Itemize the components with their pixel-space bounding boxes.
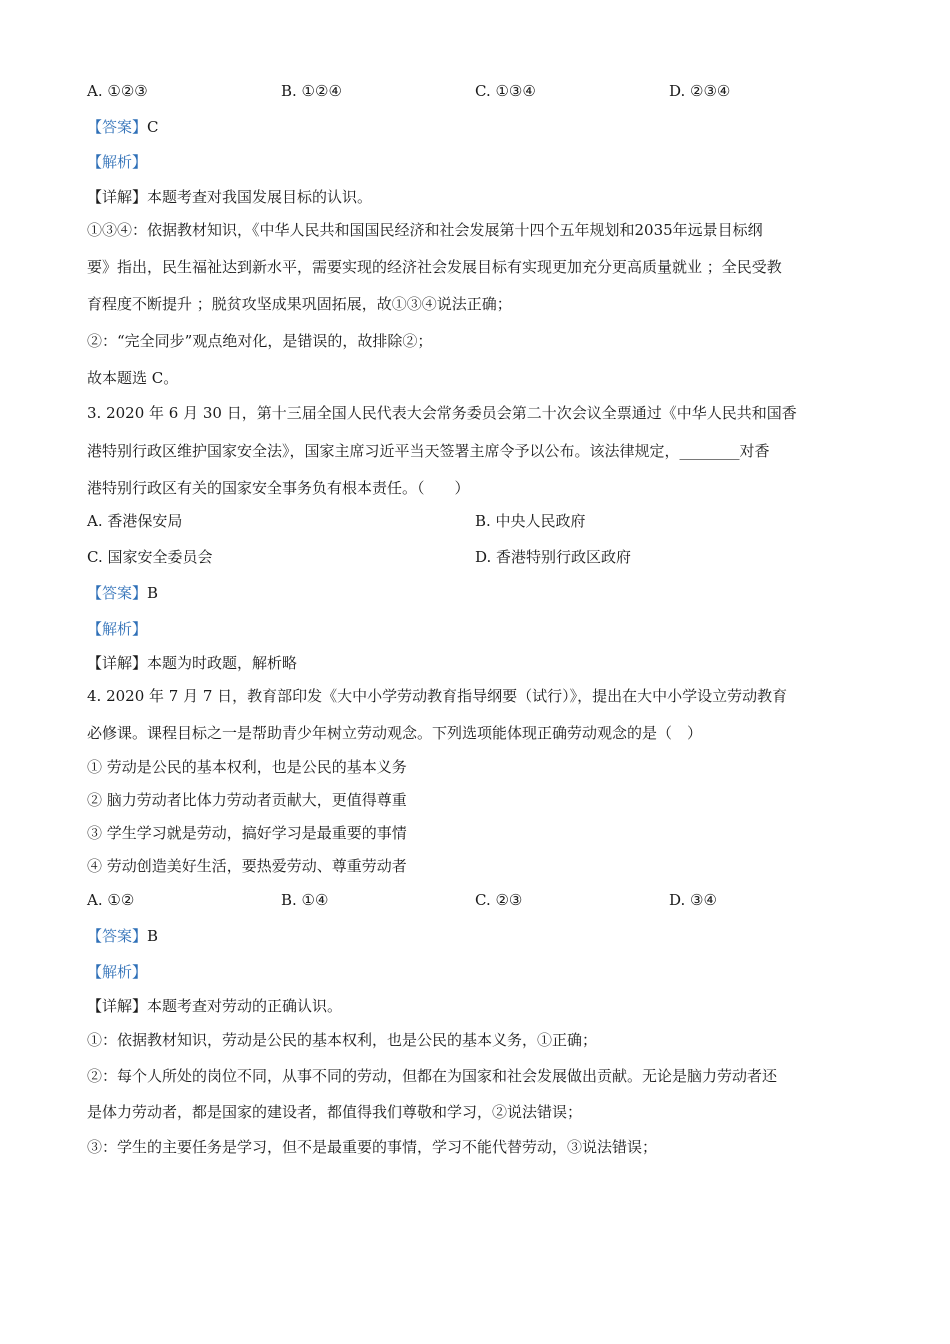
q2-explanation-line-2: 要》指出，民生福祉达到新水平，需要实现的经济社会发展目标有实现更加充分更高质量就业 ；全民受教	[87, 258, 782, 276]
q3-option-b: B. 中央人民政府	[475, 512, 586, 530]
q4-option-d: D. ③④	[669, 891, 717, 909]
q4-explanation-line-1: ①：依据教材知识，劳动是公民的基本权利，也是公民的基本义务，①正确；	[87, 1031, 598, 1049]
answer-tag: 【答案】	[87, 584, 148, 602]
q4-option-c: C. ②③	[475, 891, 523, 909]
q2-answer	[87, 117, 159, 137]
q2-option-c: C. ①③④	[475, 82, 536, 100]
answer-value: C	[147, 118, 159, 136]
q4-statement-1: ① 劳动是公民的基本权利，也是公民的基本义务	[87, 758, 407, 776]
q4-stem-line-1: 4. 2020 年 7 月 7 日，教育部印发《大中小学劳动教育指导纲要（试行）》，提出在大中小学设立劳动教育	[87, 687, 788, 705]
q4-explanation-line-4: ③：学生的主要任务是学习，但不是最重要的事情，学习不能代替劳动，③说法错误；	[87, 1138, 658, 1156]
q2-option-d: D. ②③④	[669, 82, 731, 100]
detail-text: 本题为时政题，解析略	[147, 654, 298, 672]
detail-tag: 【详解】	[87, 654, 148, 672]
q3-option-a: A. 香港保安局	[87, 512, 183, 530]
q4-statement-4: ④ 劳动创造美好生活，要热爱劳动、尊重劳动者	[87, 857, 407, 875]
q2-option-b: B. ①②④	[281, 82, 342, 100]
q4-option-a: A. ①②	[87, 891, 135, 909]
detail-text: 本题考查对劳动的正确认识。	[147, 997, 343, 1015]
q3-stem-line-2: 港特别行政区维护国家安全法》，国家主席习近平当天签署主席令予以公布。该法律规定，________对香	[87, 442, 770, 460]
q3-option-d: D. 香港特别行政区政府	[475, 548, 632, 566]
q4-statement-3: ③ 学生学习就是劳动，搞好学习是最重要的事情	[87, 824, 407, 842]
answer-value: B	[147, 927, 159, 945]
q2-explanation-line-4: ②：“完全同步”观点绝对化，是错误的，故排除②；	[87, 332, 433, 350]
answer-tag: 【答案】	[87, 927, 148, 945]
q4-analysis-tag: 【解析】	[87, 963, 148, 981]
q4-detail	[87, 996, 342, 1016]
q2-option-a: A. ①②③	[87, 82, 148, 100]
q3-stem-line-3: 港特别行政区有关的国家安全事务负有根本责任。（ ）	[87, 479, 470, 497]
q2-explanation-line-1: ①③④：依据教材知识，《中华人民共和国国民经济和社会发展第十四个五年规划和2035年远景目标纲	[87, 221, 763, 239]
q3-answer	[87, 583, 158, 603]
q4-answer	[87, 926, 158, 946]
q3-detail	[87, 653, 297, 673]
q2-analysis-tag: 【解析】	[87, 153, 148, 171]
q4-explanation-line-2: ②：每个人所处的岗位不同，从事不同的劳动，但都在为国家和社会发展做出贡献。无论是脑力劳动者还	[87, 1067, 778, 1085]
q3-option-c: C. 国家安全委员会	[87, 548, 213, 566]
q2-explanation-line-3: 育程度不断提升 ；脱贫攻坚成果巩固拓展，故①③④说法正确；	[87, 295, 512, 313]
q2-conclusion: 故本题选 C。	[87, 369, 179, 387]
q4-statement-2: ② 脑力劳动者比体力劳动者贡献大，更值得尊重	[87, 791, 407, 809]
q4-option-b: B. ①④	[281, 891, 329, 909]
q4-stem-line-2: 必修课。课程目标之一是帮助青少年树立劳动观念。下列选项能体现正确劳动观念的是（ ）	[87, 724, 703, 742]
answer-tag: 【答案】	[87, 118, 148, 136]
detail-tag: 【详解】	[87, 997, 148, 1015]
q2-detail	[87, 187, 372, 207]
detail-tag: 【详解】	[87, 188, 148, 206]
answer-value: B	[147, 584, 159, 602]
q3-stem-line-1: 3. 2020 年 6 月 30 日，第十三届全国人民代表大会常务委员会第二十次会议全票通过《中华人民共和国香	[87, 404, 797, 422]
q4-explanation-line-3: 是体力劳动者，都是国家的建设者，都值得我们尊敬和学习，②说法错误；	[87, 1103, 583, 1121]
q3-analysis-tag: 【解析】	[87, 620, 148, 638]
detail-text: 本题考查对我国发展目标的认识。	[147, 188, 373, 206]
